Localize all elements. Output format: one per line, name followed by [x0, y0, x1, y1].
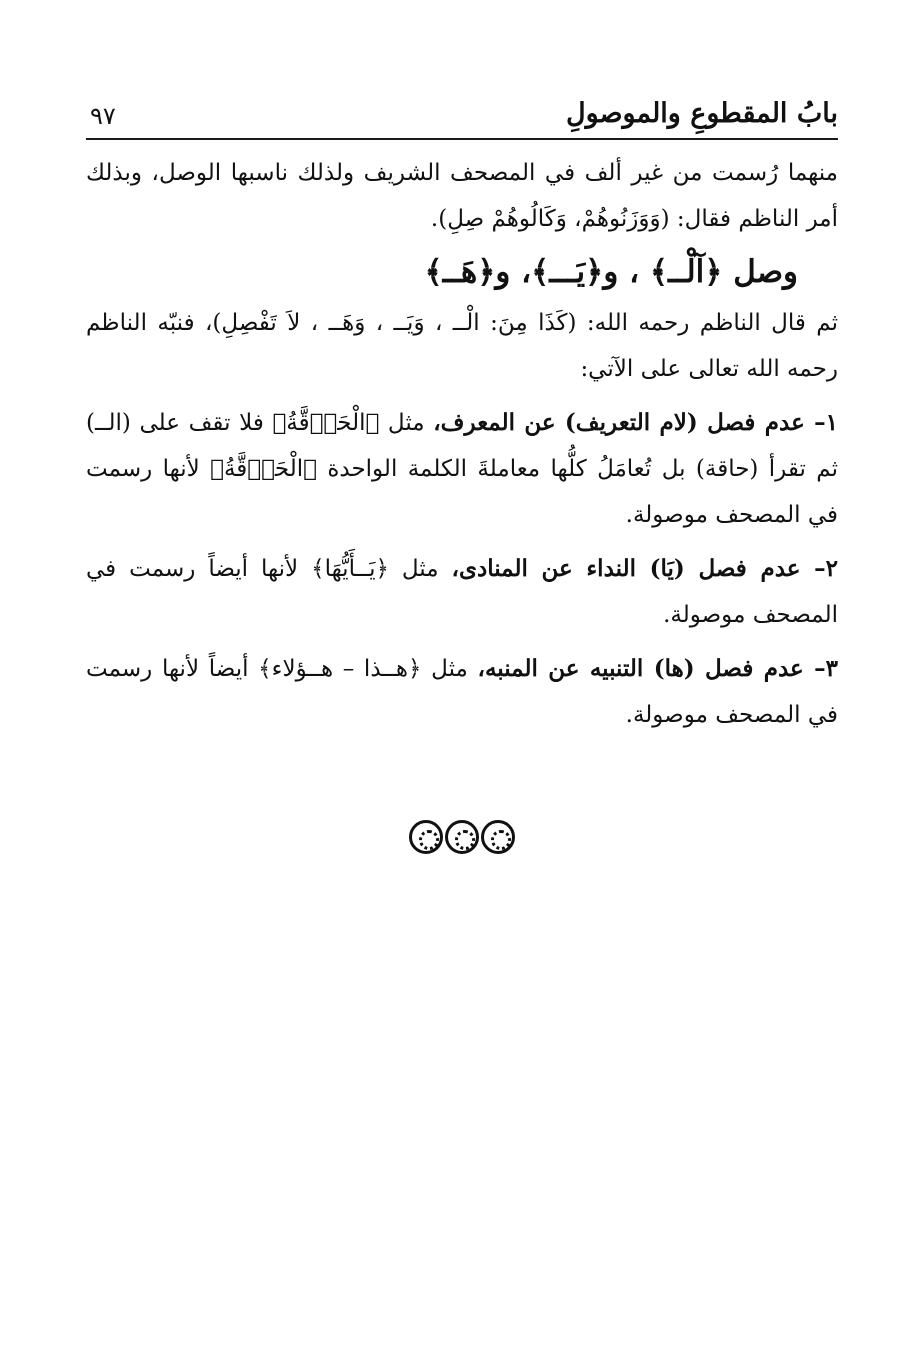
page-body [86, 150, 838, 738]
list-item [86, 646, 838, 738]
section-heading: وصل ﴿آلْــ﴾ ، و﴿يَـــ﴾، و﴿هَــ﴾ [424, 254, 798, 290]
end-ornament-icon [0, 820, 923, 862]
list-item [86, 400, 838, 538]
list-item-text: مثل ﴿يَــأَيُّهَا﴾ لأنها أيضاً رسمت في المصحف موصولة. [86, 556, 838, 628]
list-item-text: مثل ﴿الْحَاۤقَّةُ﴾ فلا تقف على (الــ) ثم تقرأ (حاقة) بل تُعامَلُ كلُّها معاملةَ الكلمة الواحدة ﴿الْحَاۤقَّةُ﴾ لأنها رسمت في المصحف موصولة. [86, 410, 838, 528]
paragraph-text: منهما رُسمت من غير ألف في المصحف الشريف ولذلك ناسبها الوصل، وبذلك أمر [86, 160, 838, 232]
list-item-title: ٢– عدم فصل (يَا) النداء عن المنادى، [451, 555, 838, 582]
list-item-text: مثل ﴿هــذا – هــؤلاء﴾ أيضاً لأنها رسمت في المصحف موصولة. [86, 656, 838, 728]
paragraph [86, 300, 838, 392]
page-number: ٩٧ [90, 102, 116, 130]
list-item [86, 546, 838, 638]
rosette-icon [445, 820, 479, 854]
list-item-title: ٣– عدم فصل (ها) التنبيه عن المنبه، [477, 655, 838, 682]
rosette-icon [409, 820, 443, 854]
paragraph-text: الناظم فقال: (وَوَزَنُوهُمْ، وَكَالُوهُمْ صِلِ). [430, 206, 800, 232]
chapter-title: بابُ المقطوعِ والموصولِ [566, 98, 838, 129]
paragraph-line [86, 150, 838, 242]
rosette-icon [481, 820, 515, 854]
header-divider [86, 138, 838, 140]
list-item-title: ١– عدم فصل (لام التعريف) عن المعرف، [433, 409, 839, 436]
page-header [86, 92, 838, 138]
paragraph-text: ثم قال الناظم رحمه الله: (كَذَا مِنَ: الْــ ، وَيَــ ، وَهَــ ، لاَ تَفْصِلِ)، فنبّه الناظم رحمه الله تعالى على الآتي: [86, 310, 838, 382]
